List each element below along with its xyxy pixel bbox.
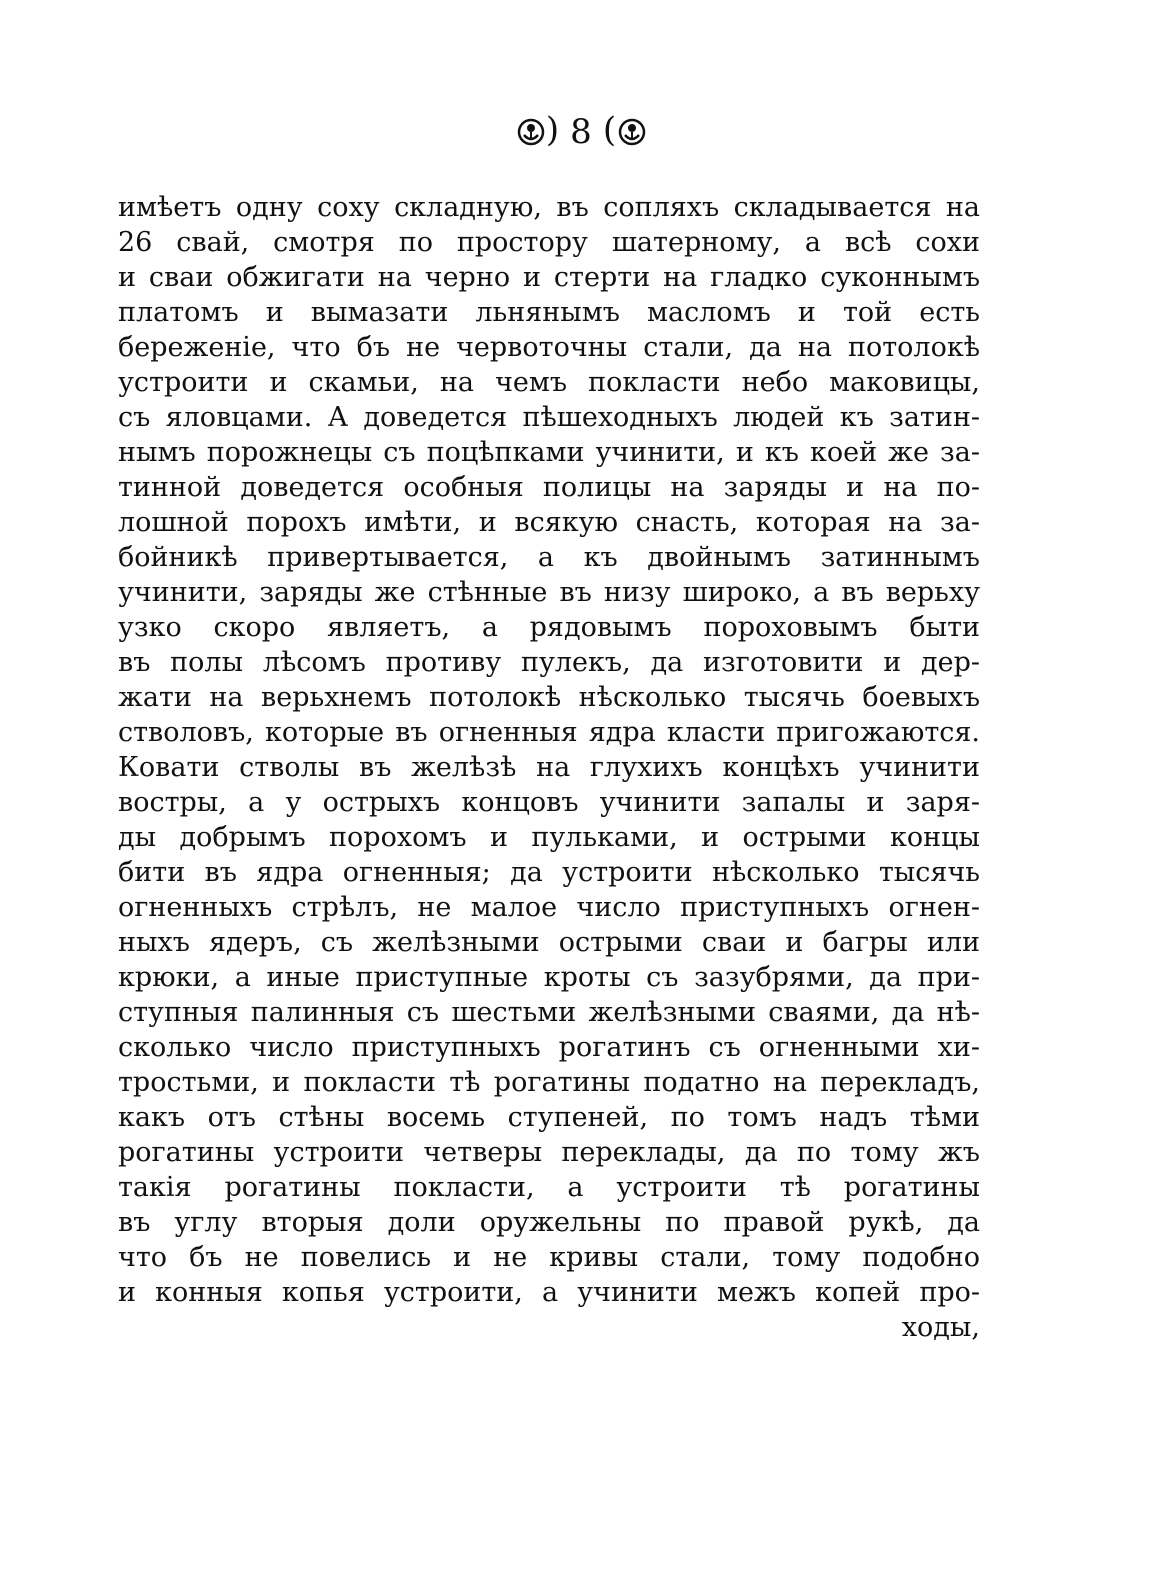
text-line: жати на верьхнемъ потолокѣ нѣсколько тысячь боевыхъ: [118, 682, 980, 713]
text-line: огненныхъ стрѣлъ, не малое число приступныхъ огнен-: [118, 892, 980, 923]
text-line: такія рогатины покласти, а устроити тѣ рогатины: [118, 1172, 980, 1203]
text-line: и сваи обжигати на черно и стерти на гладко суконнымъ: [118, 262, 980, 293]
text-line: и конныя копья устроити, а учинити межъ копей про-: [118, 1277, 980, 1308]
text-line: узко скоро являетъ, а рядовымъ пороховымъ быти: [118, 612, 980, 643]
text-line: въ полы лѣсомъ противу пулекъ, да изготовити и дер-: [118, 647, 980, 678]
text-line: стволовъ, которые въ огненныя ядра класти пригожаются.: [118, 717, 980, 748]
text-line: бойникѣ привертывается, а къ двойнымъ затиннымъ: [118, 542, 980, 573]
text-line: лошной порохъ имѣти, и всякую снасть, которая на за-: [118, 507, 980, 538]
text-line: востры, а у острыхъ концовъ учинити запалы и заря-: [118, 787, 980, 818]
text-line: ныхъ ядеръ, съ желѣзными острыми сваи и багры или: [118, 927, 980, 958]
text-line: ды добрымъ порохомъ и пульками, и острыми концы: [118, 822, 980, 853]
catchword: ходы,: [901, 1312, 980, 1343]
text-line: имѣетъ одну соху складную, въ сопляхъ складывается на: [118, 192, 980, 223]
text-line: платомъ и вымазати льнянымъ масломъ и той есть: [118, 297, 980, 328]
page-header: [0, 108, 1163, 154]
text-line: что бъ не повелись и не кривы стали, тому подобно: [118, 1242, 980, 1273]
text-line: съ яловцами. А доведется пѣшеходныхъ людей къ затин-: [118, 402, 980, 433]
left-bracket: ): [545, 110, 561, 150]
fleuron-right-icon: [617, 117, 647, 147]
body-text: [118, 190, 980, 1345]
text-line: тинной доведется особныя полицы на заряды и на по-: [118, 472, 980, 503]
text-line: въ углу вторыя доли оружельны по правой рукѣ, да: [118, 1207, 980, 1238]
fleuron-left-icon: [516, 117, 546, 147]
text-line: устроити и скамьи, на чемъ покласти небо маковицы,: [118, 367, 980, 398]
page-number: 8: [570, 112, 593, 152]
text-line: рогатины устроити четверы переклады, да по тому жъ: [118, 1137, 980, 1168]
text-line: 26 свай, смотря по простору шатерному, а всѣ сохи: [118, 227, 980, 258]
text-line: крюки, а иные приступные кроты съ зазубрями, да при-: [118, 962, 980, 993]
text-line: какъ отъ стѣны восемь ступеней, по томъ надъ тѣми: [118, 1102, 980, 1133]
text-line: нымъ порожнецы съ поцѣпками учинити, и къ коей же за-: [118, 437, 980, 468]
text-line: ступныя палинныя съ шестьми желѣзными сваями, да нѣ-: [118, 997, 980, 1028]
text-line: учинити, заряды же стѣнные въ низу широко, а въ верьху: [118, 577, 980, 608]
text-line: Ковати стволы въ желѣзѣ на глухихъ концѣхъ учинити: [118, 752, 980, 783]
text-line: береженіе, что бъ не червоточны стали, да на потолокѣ: [118, 332, 980, 363]
text-line: сколько число приступныхъ рогатинъ съ огненными хи-: [118, 1032, 980, 1063]
text-line: бити въ ядра огненныя; да устроити нѣсколько тысячь: [118, 857, 980, 888]
right-bracket: (: [602, 110, 618, 150]
text-line: тростьми, и покласти тѣ рогатины податно на перекладъ,: [118, 1067, 980, 1098]
